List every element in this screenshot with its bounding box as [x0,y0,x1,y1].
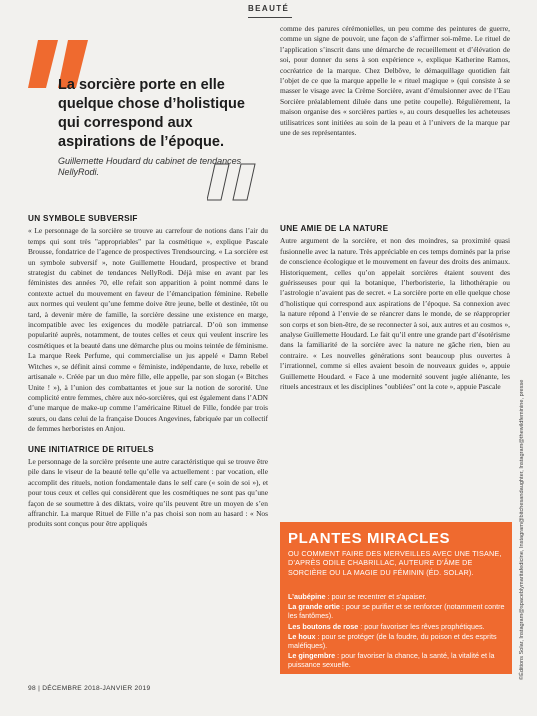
list-item: Le houx : pour se protéger (de la foudre, du poison et des esprits maléfiques). [288,631,497,651]
photo-credits: ©Éditions Solar, Instagram@spaceblymaritafedicine, Instagram@bitchesandaughter, Instagram@thewildfeminine, presse [519,379,525,680]
list-item: Les boutons de rose : pour favoriser les rêves prophétiques. [288,621,485,631]
pull-quote-credit: Guillemette Houdard du cabinet de tendances NellyRodi. [58,156,242,177]
paragraph-amie-nature: Autre argument de la sorcière, et non des moindres, sa proximité quasi fusionnelle avec la nature. Très appréciable en ces temps dominés par la prise de conscience écologique et le mouvement en faveur des droits des animaux. Historiquement, celles qu’on appelait sorcières étaient souvent des guérisseuses pour qui la botanique, l’herboristerie, la lithothérapie ou l’astrologie n’avaient pas de secret. « La sorcière porte en elle quelque chose d’holistique qui correspond aux aspirations de l’époque. Sa connexion avec la nature répond à l’envie de se réancrer dans le monde, de se réapproprier son corps et son bien-être, de se reconnecter à soi, aux autres et au cosmos », analyse Guillemette Houdard. Le fait qu’il entre une grande part d’ésotérisme dans la familiarité de la sorcière avec la nature ne gâche rien, bien au contraire. « Les nouvelles générations sont beaucoup plus ouvertes à l’irrationnel, comme si elles avaient besoin de nouveaux guides », appuie Guillemette Houdard. « Face à une modernité souvent jugée aliénante, les rituels ancestraux et les disciplines "oubliées" ont la cote », appuie Pascale [280,236,510,392]
pull-quote-text: La sorcière porte en elle quelque chose d’holistique qui correspond aux aspirations de l’époque. [58,77,245,150]
heading-amie-nature: UNE AMIE DE LA NATURE [280,224,389,233]
list-item: Le gingembre : pour favoriser la chance, la santé, la vitalité et la puissance sexuelle. [288,651,495,670]
box-title: PLANTES MIRACLES [288,530,451,547]
list-item: La grande ortie : pour se purifier et se renforcer (notamment contre les fantômes). [288,602,505,621]
right-column-nature [280,224,510,393]
sidebar-box-plantes [280,522,512,674]
section-rule [248,17,292,18]
close-quote-icon [207,162,259,202]
heading-initiatrice-rituels: UNE INITIATRICE DE RITUELS [28,444,154,454]
box-list [288,592,508,671]
paragraph-symbole-subversif: « Le personnage de la sorcière se trouve au carrefour de notions dans l’air du temps qui sont très "appropriables" par la cosmétique », explique Pascale Brousse, fondatrice de l’agence de prospectives Trendsourcing. « La sorcière est un symbole subversif », note Guillemette Houdard, prospective et brand strategist du cabinet de tendances NellyRodi. Déjà mise en avant par les féministes des années 70, elle refait son apparition à point nommé dans le contexte actuel du mouvement en faveur de l’émancipation féminine. Rebelle aux normes qui veulent qu’une femme doive être jeune, belle et destinée, tôt ou tard, à devenir mère de famille, la sorcière dessine une existence en marge, incompatible avec les exigences du modèle patriarcal. D’où son immense popularité auprès, notamment, de toutes celles et ceux qui veulent inscrire les cosmétiques et la beauté dans une démarche plus ou moins teintée de féminisme. La marque Reek Perfume, qui commercialise un jus appelé « Damn Rebel Witches », se définit ainsi comme « féministe, indépendante, de luxe, rebelle et artisanale ». Créée par un duo mère fille, elle appelle, par son slogan (« Bitches Unite ! »), à l’union des combattantes et joue sur la notion de sororité. Une complicité entre femmes, chère aux néo-sorcières, qui est également dans l’ADN d’une marque de make-up comme l’américaine Rituel de Fille, fondée par trois sœurs, ou dans celui de la française Douces Angevines, fabriquée par un collectif de femmes herboristes en Anjou. [28,226,268,434]
section-label: BEAUTÉ [248,4,290,13]
page-folio: 98 | DÉCEMBRE 2018-JANVIER 2019 [28,685,151,692]
list-item: L’aubépine : pour se recentrer et s’apaiser. [288,592,427,601]
paragraph-initiatrice-rituels: Le personnage de la sorcière présente une autre caractéristique qui se trouve être pile dans le viseur de la beauté telle qu’elle va actuellement : par vocation, elle accomplit des rituels, notion fondamentale dans le self care (« soin de soi »), et pour tous ceux et celles qui considèrent que les cosmétiques ne sont pas qu’une façon de se soumettre à des diktats, voire qu’ils peuvent être un moyen de s’en affranchir. La marque Rituel de Fille n’a pas choisi son nom au hasard : « Nos produits sont conçus pour être appliqués [28,456,268,529]
paragraph-rituel-continuation: comme des parures cérémonielles, un peu comme des peintures de guerre, comme un signe de pouvoir, une façon de s’affirmer soi-même. Le rituel de l’application s’inscrit dans une démarche de recueillement et d’élévation de soi, pour donner du sens à son expérience », explique Katherine Ramos, cocréatrice de la marque. Chez Delbôve, le démaquillage quotidien fait l’objet de ce que la marque appelle le « rituel magique » (qui consiste à se masser le visage avec la Crème Sorcière, avant d’émulsionner avec de l’Eau Sorcière préalablement diluée dans une petite coupelle). Régulièrement, la maison organise des « sorcières parties », au cours desquelles les acheteuses utilisatrices sont initiées au soin de la peau et à l’univers de la marque par une de ses représentantes. [280,24,510,138]
heading-symbole-subversif: UN SYMBOLE SUBVERSIF [28,214,138,223]
box-subtitle: OU COMMENT FAIRE DES MERVEILLES AVEC UNE TISANE, D’APRÈS ODILE CHABRILLAC, AUTEURE D’ÂME DE SORCIÈRE OU LA MAGIE DU FÉMININ (ÉD. SOLAR). [288,549,502,577]
right-column-top [280,24,510,138]
left-column [28,214,268,530]
